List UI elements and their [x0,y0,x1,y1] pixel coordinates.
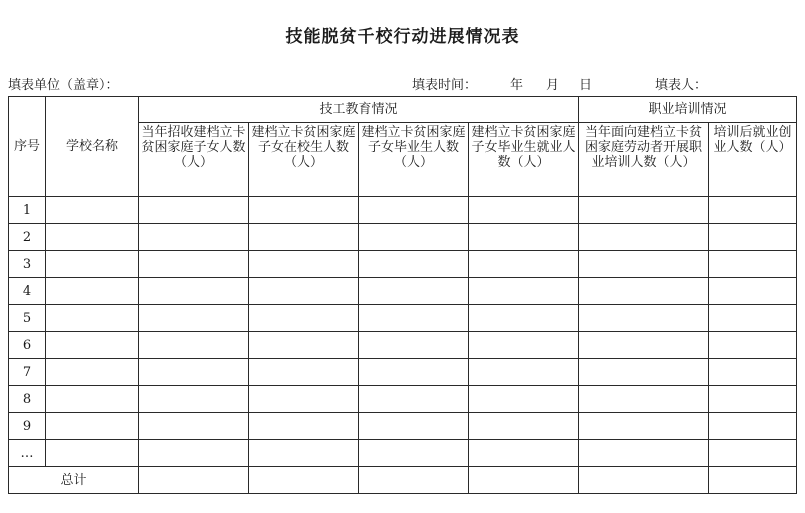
data-cell[interactable] [579,332,709,359]
data-cell[interactable] [469,224,579,251]
school-name-cell[interactable] [46,197,139,224]
table-row [9,413,797,440]
table-row [9,305,797,332]
row-index: 3 [9,251,46,278]
total-cell[interactable] [139,467,249,494]
day-label: 日 [579,78,593,93]
form-title: 技能脱贫千校行动进展情况表 [285,27,520,47]
col-header-trained: 当年面向建档立卡贫困家庭劳动者开展职业培训人数（人） [579,123,709,197]
row-index: 5 [9,305,46,332]
col-header-post-training-employed: 培训后就业创业人数（人） [709,123,797,197]
data-cell[interactable] [359,251,469,278]
school-name-cell[interactable] [46,305,139,332]
data-cell[interactable] [709,359,797,386]
data-cell[interactable] [139,224,249,251]
data-cell[interactable] [359,332,469,359]
year-label: 年 [510,78,524,93]
data-cell[interactable] [579,278,709,305]
table-row [9,386,797,413]
row-index: 9 [9,413,46,440]
data-cell[interactable] [249,359,359,386]
group-header-tech-education: 技工教育情况 [139,97,579,123]
data-cell[interactable] [139,359,249,386]
data-cell[interactable] [249,197,359,224]
data-cell[interactable] [709,278,797,305]
data-cell[interactable] [469,197,579,224]
data-cell[interactable] [359,197,469,224]
school-name-cell[interactable] [46,251,139,278]
school-name-cell[interactable] [46,413,139,440]
month-label: 月 [546,78,560,93]
data-cell[interactable] [579,224,709,251]
data-cell[interactable] [579,359,709,386]
col-header-in-school: 建档立卡贫困家庭子女在校生人数（人） [249,123,359,197]
data-cell[interactable] [139,440,249,467]
data-cell[interactable] [469,251,579,278]
row-index: 7 [9,359,46,386]
total-label: 总计 [9,467,139,494]
data-cell[interactable] [469,386,579,413]
data-cell[interactable] [709,440,797,467]
data-cell[interactable] [469,413,579,440]
progress-table [8,96,797,494]
total-cell[interactable] [249,467,359,494]
table-row [9,224,797,251]
col-header-graduates: 建档立卡贫困家庭子女毕业生人数（人） [359,123,469,197]
row-index: 4 [9,278,46,305]
table-row [9,251,797,278]
school-name-cell[interactable] [46,359,139,386]
fill-unit-label: 填表单位（盖章）： [8,78,119,93]
table-row [9,278,797,305]
table-row [9,332,797,359]
total-cell[interactable] [469,467,579,494]
data-cell[interactable] [469,440,579,467]
data-cell[interactable] [709,251,797,278]
total-cell[interactable] [709,467,797,494]
total-cell[interactable] [359,467,469,494]
data-cell[interactable] [709,224,797,251]
col-header-enrolled: 当年招收建档立卡贫困家庭子女人数（人） [139,123,249,197]
fill-time-label: 填表时间： [412,78,478,93]
data-cell[interactable] [139,386,249,413]
data-cell[interactable] [469,359,579,386]
data-cell[interactable] [359,278,469,305]
col-header-school: 学校名称 [46,97,139,197]
school-name-cell[interactable] [46,278,139,305]
school-name-cell[interactable] [46,332,139,359]
data-cell[interactable] [249,224,359,251]
col-header-index: 序号 [9,97,46,197]
data-cell[interactable] [469,305,579,332]
col-header-graduates-employed: 建档立卡贫困家庭子女毕业生就业人数（人） [469,123,579,197]
data-cell[interactable] [249,413,359,440]
data-cell[interactable] [139,251,249,278]
data-cell[interactable] [579,251,709,278]
filler-label: 填表人： [655,78,708,93]
row-index: 2 [9,224,46,251]
table-row [9,197,797,224]
row-index: 8 [9,386,46,413]
data-cell[interactable] [249,386,359,413]
data-cell[interactable] [249,251,359,278]
data-cell[interactable] [249,305,359,332]
data-cell[interactable] [249,278,359,305]
data-cell[interactable] [579,413,709,440]
data-cell[interactable] [139,305,249,332]
data-cell[interactable] [469,278,579,305]
data-cell[interactable] [249,332,359,359]
data-cell[interactable] [249,440,359,467]
data-cell[interactable] [139,278,249,305]
data-cell[interactable] [579,440,709,467]
data-cell[interactable] [359,413,469,440]
row-index: 1 [9,197,46,224]
data-cell[interactable] [359,386,469,413]
data-cell[interactable] [579,197,709,224]
school-name-cell[interactable] [46,386,139,413]
data-cell[interactable] [709,413,797,440]
data-cell[interactable] [579,305,709,332]
data-cell[interactable] [709,332,797,359]
data-cell[interactable] [359,440,469,467]
row-index: 6 [9,332,46,359]
data-cell[interactable] [709,197,797,224]
total-cell[interactable] [579,467,709,494]
school-name-cell[interactable] [46,224,139,251]
data-cell[interactable] [359,224,469,251]
data-cell[interactable] [359,305,469,332]
school-name-cell[interactable] [46,440,139,467]
data-cell[interactable] [139,197,249,224]
table-row [9,440,797,467]
data-cell[interactable] [469,332,579,359]
data-cell[interactable] [709,305,797,332]
data-cell[interactable] [359,359,469,386]
data-cell[interactable] [579,386,709,413]
table-row [9,359,797,386]
data-cell[interactable] [139,332,249,359]
data-cell[interactable] [139,413,249,440]
data-cell[interactable] [709,386,797,413]
group-header-vocational-training: 职业培训情况 [579,97,797,123]
row-index: … [9,440,46,467]
